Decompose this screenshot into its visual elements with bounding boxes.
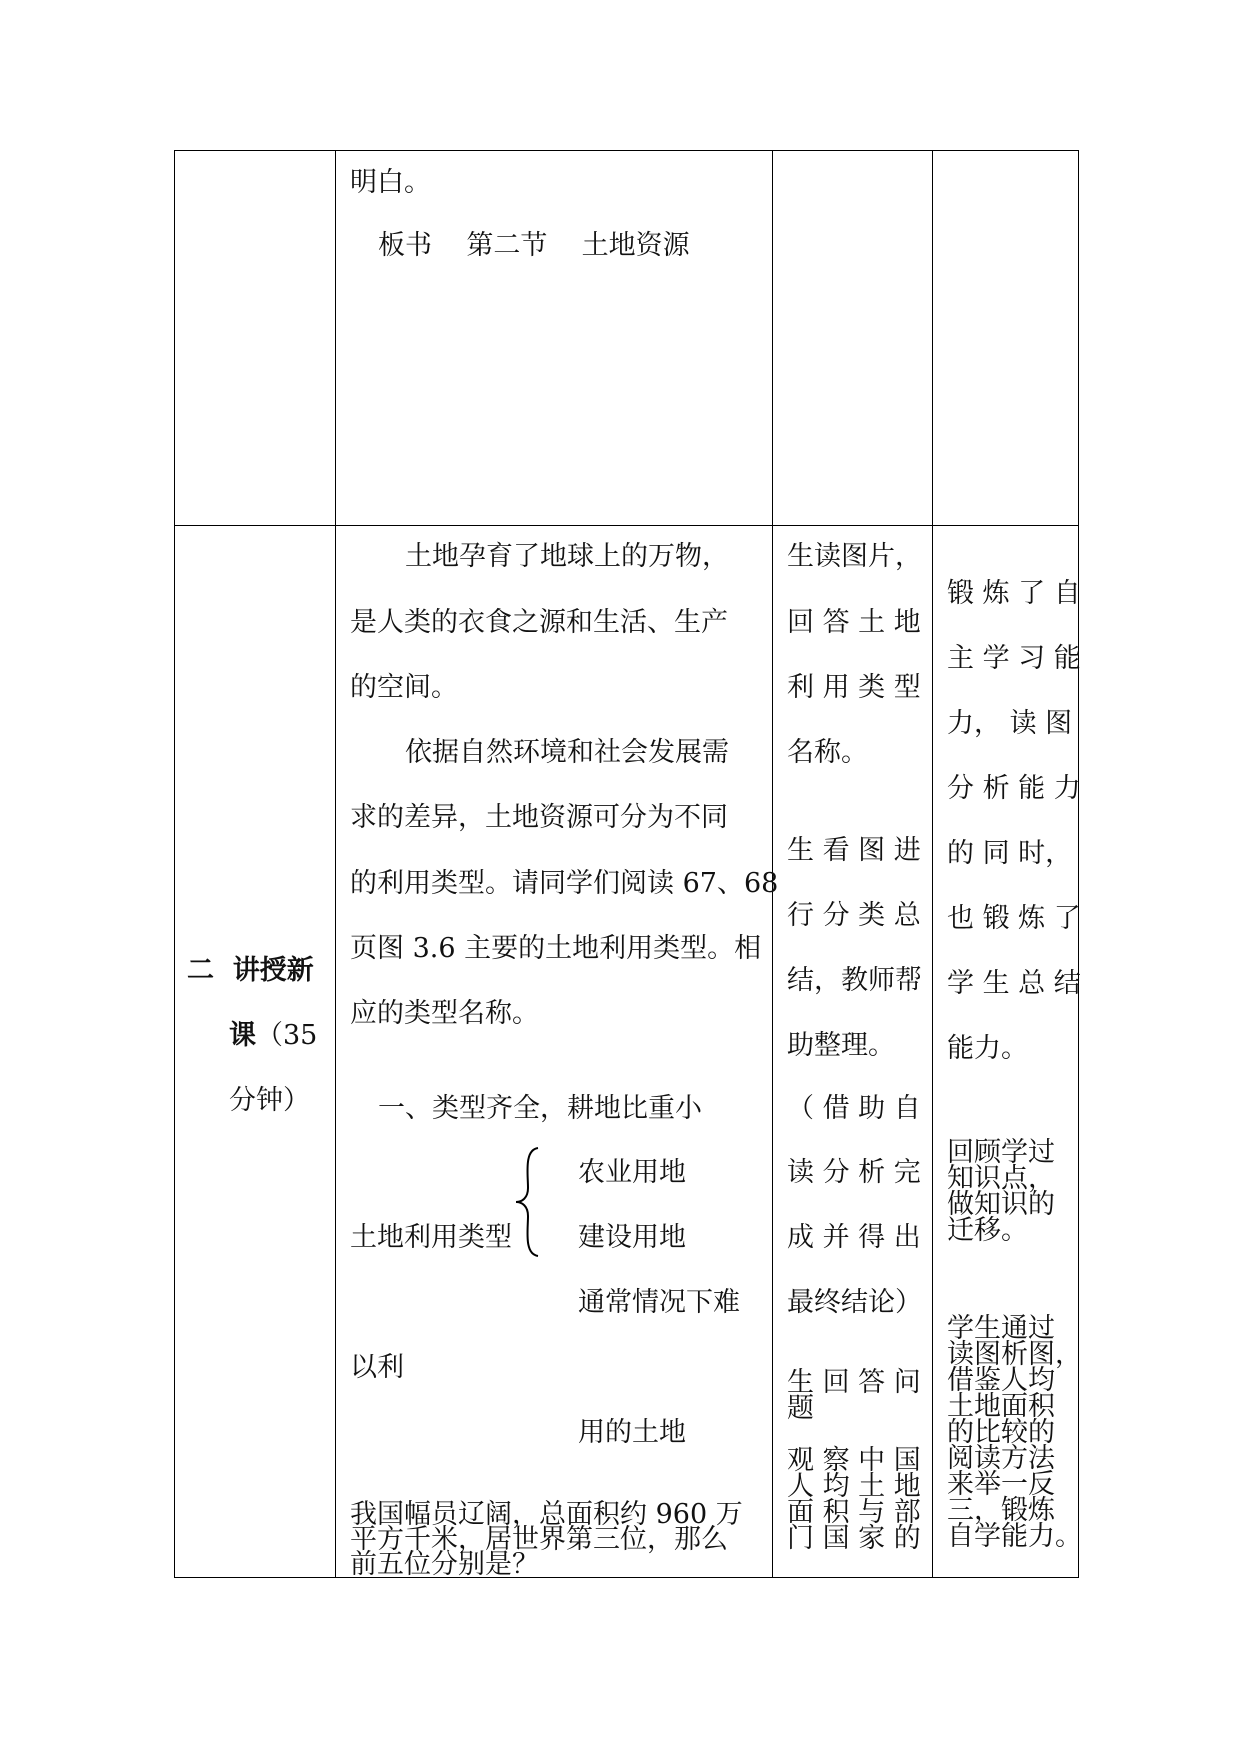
design-intent: 主 学 习 能 <box>947 643 1081 674</box>
design-intent: 三，锻炼 <box>947 1495 1055 1526</box>
design-intent: 土地面积 <box>947 1391 1055 1422</box>
content-text: 土地孕育了地球上的万物， <box>405 541 729 572</box>
column-divider-1 <box>335 150 336 1578</box>
row-divider <box>174 525 1079 526</box>
design-intent: 读图析图， <box>947 1339 1082 1370</box>
content-text: 页图 3.6 主要的土地利用类型。相 <box>350 933 762 964</box>
diagram-branch: 建设用地 <box>578 1222 686 1253</box>
design-intent: 也 锻 炼 了 <box>947 903 1081 934</box>
stage-label: 二 讲授新 <box>187 955 314 986</box>
content-text: 我国幅员辽阔，总面积约 960 万 <box>350 1499 743 1530</box>
diagram-branch: 以利 <box>350 1352 404 1383</box>
table-bottom-border <box>174 1577 1079 1578</box>
student-activity: 门 国 家 的 <box>787 1523 921 1554</box>
content-text: 前五位分别是？ <box>350 1549 539 1580</box>
content-text: 是人类的衣食之源和生活、生产 <box>350 607 728 638</box>
design-intent: 迁移。 <box>947 1215 1028 1246</box>
student-activity: （ 借 助 自 <box>787 1093 921 1124</box>
student-activity: 助整理。 <box>787 1030 895 1061</box>
table-top-border <box>174 150 1079 151</box>
curly-brace-icon <box>512 1146 542 1258</box>
design-intent: 学生通过 <box>947 1313 1055 1344</box>
student-activity: 题 <box>787 1393 814 1424</box>
design-intent: 锻 炼 了 自 <box>947 578 1081 609</box>
design-intent: 回顾学过 <box>947 1137 1055 1168</box>
content-text: 的空间。 <box>350 672 458 703</box>
diagram-branch: 农业用地 <box>578 1157 686 1188</box>
section-heading: 一、类型齐全，耕地比重小 <box>378 1093 702 1124</box>
student-activity: 面 积 与 部 <box>787 1497 921 1528</box>
student-activity: 行 分 类 总 <box>787 900 921 931</box>
student-activity: 成 并 得 出 <box>787 1222 921 1253</box>
student-activity: 生 看 图 进 <box>787 835 921 866</box>
diagram-branch: 用的土地 <box>578 1417 686 1448</box>
design-intent: 来举一反 <box>947 1469 1055 1500</box>
student-activity: 结，教师帮 <box>787 965 922 996</box>
student-activity: 人 均 土 地 <box>787 1471 921 1502</box>
design-intent: 做知识的 <box>947 1189 1055 1220</box>
content-text: 求的差异，土地资源可分为不同 <box>350 802 728 833</box>
student-activity: 利 用 类 型 <box>787 672 921 703</box>
diagram-branch: 通常情况下难 <box>578 1287 740 1318</box>
design-intent: 自学能力。 <box>947 1521 1082 1552</box>
stage-label-bold: 课 <box>229 1020 256 1051</box>
stage-label <box>229 1020 317 1052</box>
student-activity: 观 察 中 国 <box>787 1445 921 1476</box>
stage-duration: （35 <box>256 1020 318 1051</box>
design-intent: 分 析 能 力 <box>947 773 1081 804</box>
content-text: 的利用类型。请同学们阅读 67、68 <box>350 868 779 899</box>
design-intent: 学 生 总 结 <box>947 968 1081 999</box>
column-divider-3 <box>932 150 933 1578</box>
design-intent: 的比较的 <box>947 1417 1055 1448</box>
student-activity: 生 回 答 问 <box>787 1367 921 1398</box>
diagram-root: 土地利用类型 <box>350 1222 512 1253</box>
board-heading: 板书 第二节 土地资源 <box>378 230 690 261</box>
student-activity: 生读图片， <box>787 541 922 572</box>
design-intent: 力， 读 图 <box>947 708 1073 739</box>
stage-duration: 分钟） <box>229 1085 310 1116</box>
content-text: 平方千米，居世界第三位，那么 <box>350 1524 728 1555</box>
design-intent: 借鉴人均 <box>947 1365 1055 1396</box>
student-activity: 回 答 土 地 <box>787 607 921 638</box>
student-activity: 读 分 析 完 <box>787 1157 921 1188</box>
content-text: 明白。 <box>350 167 431 198</box>
student-activity: 最终结论） <box>787 1287 922 1318</box>
design-intent: 能力。 <box>947 1033 1028 1064</box>
content-text: 应的类型名称。 <box>350 998 539 1029</box>
table-left-border <box>174 150 175 1578</box>
student-activity: 名称。 <box>787 737 868 768</box>
content-text: 依据自然环境和社会发展需 <box>405 737 729 768</box>
design-intent: 阅读方法 <box>947 1443 1055 1474</box>
design-intent: 的 同 时， <box>947 838 1073 869</box>
column-divider-2 <box>772 150 773 1578</box>
design-intent: 知识点， <box>947 1163 1055 1194</box>
